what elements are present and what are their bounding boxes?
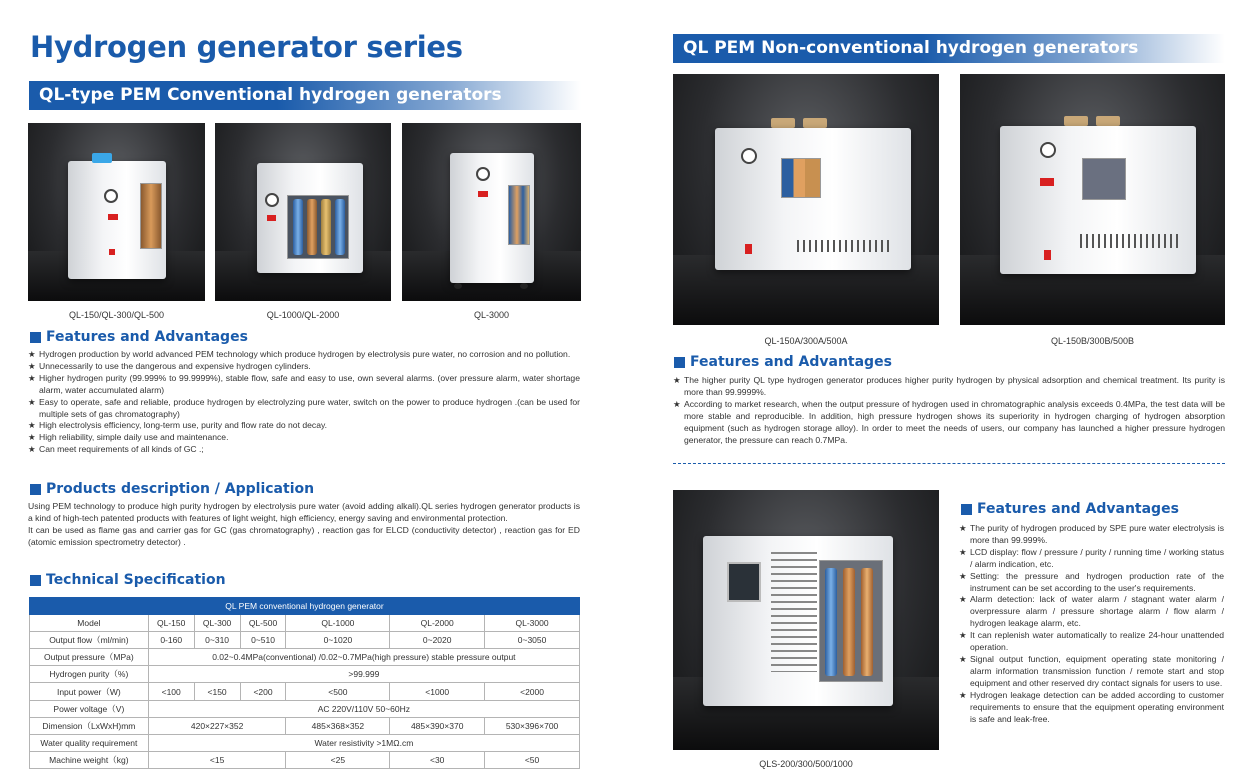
heading-square-icon bbox=[674, 357, 685, 368]
table-cell: 485×390×370 bbox=[390, 717, 485, 734]
table-cell: Output flow（ml/min) bbox=[30, 632, 149, 649]
list-item: ★ Hydrogen production by world advanced PEM technology which produce hydrogen by electrolysis pure water, no corrosion and no pollution. bbox=[28, 349, 580, 361]
products-paragraph-1: Using PEM technology to produce high purity hydrogen by electrolysis pure water (avoid adding alkali).QL series hydrogen generator products is a kind of high-tech patented products with features of light weight, high efficiency, energy saving and environmental protection. bbox=[28, 501, 580, 523]
caption-ql-1000-2000: QL-1000/QL-2000 bbox=[266, 310, 340, 320]
section-banner-non-conventional: QL PEM Non-conventional hydrogen generators bbox=[673, 34, 1225, 63]
table-caption-row bbox=[30, 598, 580, 615]
section-divider bbox=[673, 463, 1225, 464]
table-row bbox=[30, 649, 580, 666]
table-cell: <15 bbox=[148, 751, 286, 768]
table-cell: 0~2020 bbox=[390, 632, 485, 649]
caption-ql-150b-300b-500b: QL-150B/300B/500B bbox=[1050, 336, 1135, 346]
table-row bbox=[30, 666, 580, 683]
table-cell: <25 bbox=[286, 751, 390, 768]
table-cell: 0.02~0.4MPa(conventional) /0.02~0.7MPa(high pressure) stable pressure output bbox=[148, 649, 579, 666]
table-cell: AC 220V/110V 50~60Hz bbox=[148, 700, 579, 717]
table-cell: Model bbox=[30, 615, 149, 632]
products-heading: Products description / Application bbox=[30, 481, 314, 497]
table-cell: Water resistivity >1MΩ.cm bbox=[148, 734, 579, 751]
table-cell: <50 bbox=[485, 751, 580, 768]
table-cell: <150 bbox=[194, 683, 240, 700]
table-row bbox=[30, 734, 580, 751]
list-item: ★ High reliability, simple daily use and maintenance. bbox=[28, 432, 580, 444]
list-item: ★ It can replenish water automatically to realize 24-hour unattended operation. bbox=[959, 630, 1224, 654]
list-item: ★ The purity of hydrogen produced by SPE pure water electrolysis is more than 99.999%. bbox=[959, 523, 1224, 547]
table-cell: 0~510 bbox=[240, 632, 286, 649]
list-item: ★ LCD display: flow / pressure / purity / running time / working status / alarm indication, etc. bbox=[959, 547, 1224, 571]
table-cell: QL-300 bbox=[194, 615, 240, 632]
table-cell: QL-500 bbox=[240, 615, 286, 632]
table-cell: QL-3000 bbox=[485, 615, 580, 632]
list-item: ★ The higher purity QL type hydrogen generator produces higher purity hydrogen by physical adsorption and chemical treatment. Its purity is more than 99.9999%. bbox=[673, 375, 1225, 399]
table-cell: Power voltage（V) bbox=[30, 700, 149, 717]
features-list-left bbox=[28, 349, 580, 456]
list-item: ★ Setting: the pressure and hydrogen production rate of the instrument can be set according to the user's requirements. bbox=[959, 571, 1224, 595]
caption-qls-200-300-500-1000: QLS-200/300/500/1000 bbox=[759, 759, 853, 769]
features-heading-right-1: Features and Advantages bbox=[674, 354, 892, 370]
table-caption: QL PEM conventional hydrogen generator bbox=[30, 598, 580, 615]
list-item: ★ High electrolysis efficiency, long-term use, purity and flow rate do not decay. bbox=[28, 420, 580, 432]
list-item: ★ Alarm detection: lack of water alarm / stagnant water alarm / overpressure alarm / pressure shortage alarm / flow alarm / hydrogen leakage alarm, etc. bbox=[959, 594, 1224, 630]
heading-square-icon bbox=[961, 504, 972, 515]
spec-table bbox=[29, 597, 580, 769]
product-photo-ql-150-300-500 bbox=[28, 123, 205, 301]
list-item: ★ Unnecessarily to use the dangerous and expensive hydrogen cylinders. bbox=[28, 361, 580, 373]
page-title: Hydrogen generator series bbox=[30, 30, 463, 64]
product-photo-ql-150a-300a-500a bbox=[673, 74, 939, 325]
caption-ql-150-300-500: QL-150/QL-300/QL-500 bbox=[68, 310, 165, 320]
table-cell: QL-150 bbox=[148, 615, 194, 632]
table-cell: Dimension（LxWxH)mm bbox=[30, 717, 149, 734]
heading-square-icon bbox=[30, 575, 41, 586]
product-photo-ql-1000-2000 bbox=[215, 123, 391, 301]
table-cell: <30 bbox=[390, 751, 485, 768]
table-cell: QL-1000 bbox=[286, 615, 390, 632]
table-cell: 0~310 bbox=[194, 632, 240, 649]
table-cell: <100 bbox=[148, 683, 194, 700]
table-cell: <200 bbox=[240, 683, 286, 700]
table-cell: <500 bbox=[286, 683, 390, 700]
products-description bbox=[28, 501, 580, 549]
product-photo-ql-3000 bbox=[402, 123, 581, 301]
table-row bbox=[30, 700, 580, 717]
features-heading-right-2: Features and Advantages bbox=[961, 501, 1179, 517]
features-list-right-2 bbox=[959, 523, 1224, 725]
list-item: ★ Easy to operate, safe and reliable, produce hydrogen by electrolyzing pure water, switch on the power to produce hydrogen .(can be used for multiple sets of gas chromatography) bbox=[28, 397, 580, 421]
table-cell: Input power（W) bbox=[30, 683, 149, 700]
caption-ql-150a-300a-500a: QL-150A/300A/500A bbox=[764, 336, 848, 346]
table-cell: 530×396×700 bbox=[485, 717, 580, 734]
table-cell: 420×227×352 bbox=[148, 717, 286, 734]
heading-square-icon bbox=[30, 332, 41, 343]
table-cell: Water quality requirement bbox=[30, 734, 149, 751]
product-photo-ql-150b-300b-500b bbox=[960, 74, 1225, 325]
table-cell: >99.999 bbox=[148, 666, 579, 683]
table-row bbox=[30, 632, 580, 649]
table-cell: <1000 bbox=[390, 683, 485, 700]
table-cell: Output pressure（MPa) bbox=[30, 649, 149, 666]
table-cell: <2000 bbox=[485, 683, 580, 700]
products-paragraph-2: It can be used as flame gas and carrier gas for GC (gas chromatography) , reaction gas for ELCD (conductivity detector) , reaction gas for ED (atomic emission spectrometry detector) . bbox=[28, 524, 580, 547]
list-item: ★ Can meet requirements of all kinds of GC .; bbox=[28, 444, 580, 456]
table-cell: QL-2000 bbox=[390, 615, 485, 632]
table-cell: Hydrogen purity（%) bbox=[30, 666, 149, 683]
list-item: ★ Higher hydrogen purity (99.999% to 99.9999%), stable flow, safe and easy to use, own several alarms. (over pressure alarm, water shortage alarm, water accumulated alarm) bbox=[28, 373, 580, 397]
product-photo-qls-200-300-500-1000 bbox=[673, 490, 939, 750]
table-cell: 0-160 bbox=[148, 632, 194, 649]
list-item: ★ Hydrogen leakage detection can be added according to customer requirements to ensure that the equipment operating environment is safe and leak-free. bbox=[959, 690, 1224, 726]
heading-square-icon bbox=[30, 484, 41, 495]
table-cell: Machine weight（kg) bbox=[30, 751, 149, 768]
table-cell: 485×368×352 bbox=[286, 717, 390, 734]
table-cell: 0~1020 bbox=[286, 632, 390, 649]
table-cell: 0~3050 bbox=[485, 632, 580, 649]
table-row bbox=[30, 683, 580, 700]
list-item: ★ Signal output function, equipment operating state monitoring / alarm information transmission function / remote start and stop equipment and other reserved dry contact signals for users to use. bbox=[959, 654, 1224, 690]
features-heading-left: Features and Advantages bbox=[30, 329, 248, 345]
table-row bbox=[30, 717, 580, 734]
tech-spec-heading: Technical Specification bbox=[30, 572, 226, 588]
features-list-right-1 bbox=[673, 375, 1225, 446]
list-item: ★ According to market research, when the output pressure of hydrogen used in chromatographic analysis exceeds 0.4MPa, the test data will be more stable and reproducible. In addition, high pressure hydrogen shows its superiority in hydrogen charging of hydrogen absorption equipment (such as hydrogen storage alloy). In order to meet the needs of users, our company has launched a higher pressure hydrogen generator, the pressure can reach 0.7MPa. bbox=[673, 399, 1225, 447]
table-row bbox=[30, 615, 580, 632]
caption-ql-3000: QL-3000 bbox=[473, 310, 510, 320]
section-banner-conventional: QL-type PEM Conventional hydrogen generators bbox=[29, 81, 581, 110]
table-row bbox=[30, 751, 580, 768]
